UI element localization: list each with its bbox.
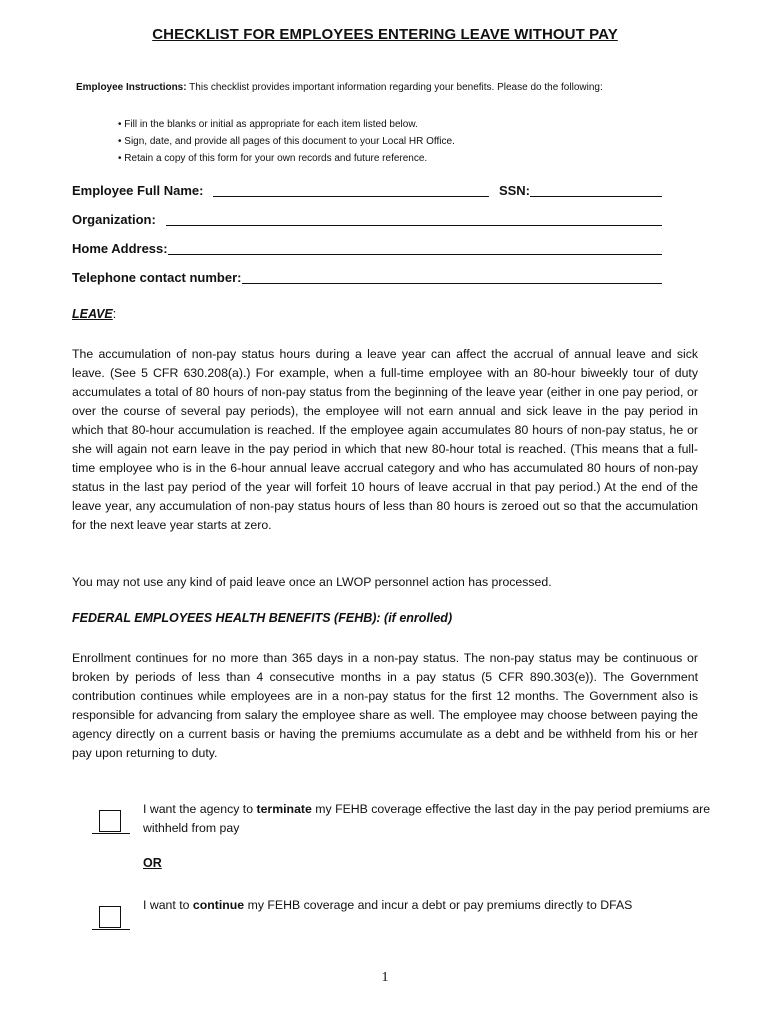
terminate-option-post: my FEHB coverage effective the last day in the pay period premiums are withheld from pay <box>143 802 711 835</box>
leave-heading-suffix: : <box>112 307 117 321</box>
list-item: • Retain a copy of this form for your own records and future reference. <box>118 150 455 167</box>
or-label: OR <box>143 856 162 870</box>
organization-field[interactable] <box>166 210 662 226</box>
continue-checkbox[interactable] <box>99 906 121 928</box>
leave-paragraph: The accumulation of non-pay status hours during a leave year can affect the accrual of annual leave and sick leave. (See 5 CFR 630.208(a).) For example, when a full-time employee with an 80-hour biweekly tour of duty accumulates a total of 80 hours of non-pay status from the beginning of the leave year (either in one pay period, or over the course of several pay periods), the employee will not earn annual and sick leave in the pay period in which that 80-hour accumulation is reached. If the employee again accumulates 80 hours of non-pay status, he or she will again not earn leave in the pay period in which that new 80-hour total is reached. (This means that a full-time employee who is in the 6-hour annual leave accrual category and who has accumulated 80 hours of non-pay status in the last pay period of the year will forfeit 10 hours of leave accrual in that pay period.) At the end of the leave year, any accumulation of non-pay status hours of less than 80 hours is zeroed out so that the accumulation for the next leave year starts at zero. <box>72 347 698 532</box>
continue-option-post: my FEHB coverage and incur a debt or pay premiums directly to DFAS <box>244 898 633 912</box>
instructions-text: This checklist provides important information regarding your benefits. Please do the following: <box>186 82 603 93</box>
terminate-checkbox[interactable] <box>99 810 121 832</box>
continue-option <box>143 896 715 915</box>
terminate-option-bold: terminate <box>256 802 312 816</box>
leave-heading <box>72 307 116 321</box>
full-name-row <box>72 178 662 198</box>
list-item: • Sign, date, and provide all pages of this document to your Local HR Office. <box>118 133 455 150</box>
continue-initial-line <box>92 929 130 930</box>
telephone-row <box>72 265 662 285</box>
instructions <box>76 82 603 93</box>
instructions-list <box>118 116 455 167</box>
organization-label: Organization: <box>72 212 156 227</box>
home-address-row <box>72 236 662 256</box>
terminate-option-pre: I want the agency to <box>143 802 257 816</box>
home-address-label: Home Address: <box>72 241 168 256</box>
telephone-field[interactable] <box>242 268 663 284</box>
list-item: • Fill in the blanks or initial as appropriate for each item listed below. <box>118 116 455 133</box>
instructions-label: Employee Instructions: <box>76 82 187 93</box>
terminate-initial-line <box>92 833 130 834</box>
organization-row <box>72 207 662 227</box>
fehb-heading: FEDERAL EMPLOYEES HEALTH BENEFITS (FEHB): (if enrolled) <box>72 611 453 625</box>
home-address-field[interactable] <box>168 239 662 255</box>
full-name-label: Employee Full Name: <box>72 183 204 198</box>
ssn-field[interactable] <box>530 181 662 197</box>
page-title: CHECKLIST FOR EMPLOYEES ENTERING LEAVE WITHOUT PAY <box>152 26 618 43</box>
ssn-label: SSN: <box>498 183 530 198</box>
continue-option-pre: I want to <box>143 898 193 912</box>
telephone-label: Telephone contact number: <box>72 270 242 285</box>
fehb-paragraph: Enrollment continues for no more than 365 days in a non-pay status. The non-pay status may be continuous or broken by periods of less than 4 consecutive months in a pay status (5 CFR 890.303(e)). The Government contribution continues while employees are in a non-pay status for the first 12 months. The Government also is responsible for advancing from salary the employee share as well. The employee may choose between paying the agency directly on a current basis or having the premiums accumulate as a debt and be withheld from his or her pay upon returning to duty. <box>72 651 698 760</box>
leave-heading-text: LEAVE <box>72 307 113 321</box>
page-number: 1 <box>381 970 389 985</box>
terminate-option <box>143 800 715 838</box>
full-name-field[interactable] <box>213 181 488 197</box>
continue-option-bold: continue <box>192 898 245 912</box>
paid-leave-paragraph: You may not use any kind of paid leave once an LWOP personnel action has processed. <box>72 575 552 589</box>
